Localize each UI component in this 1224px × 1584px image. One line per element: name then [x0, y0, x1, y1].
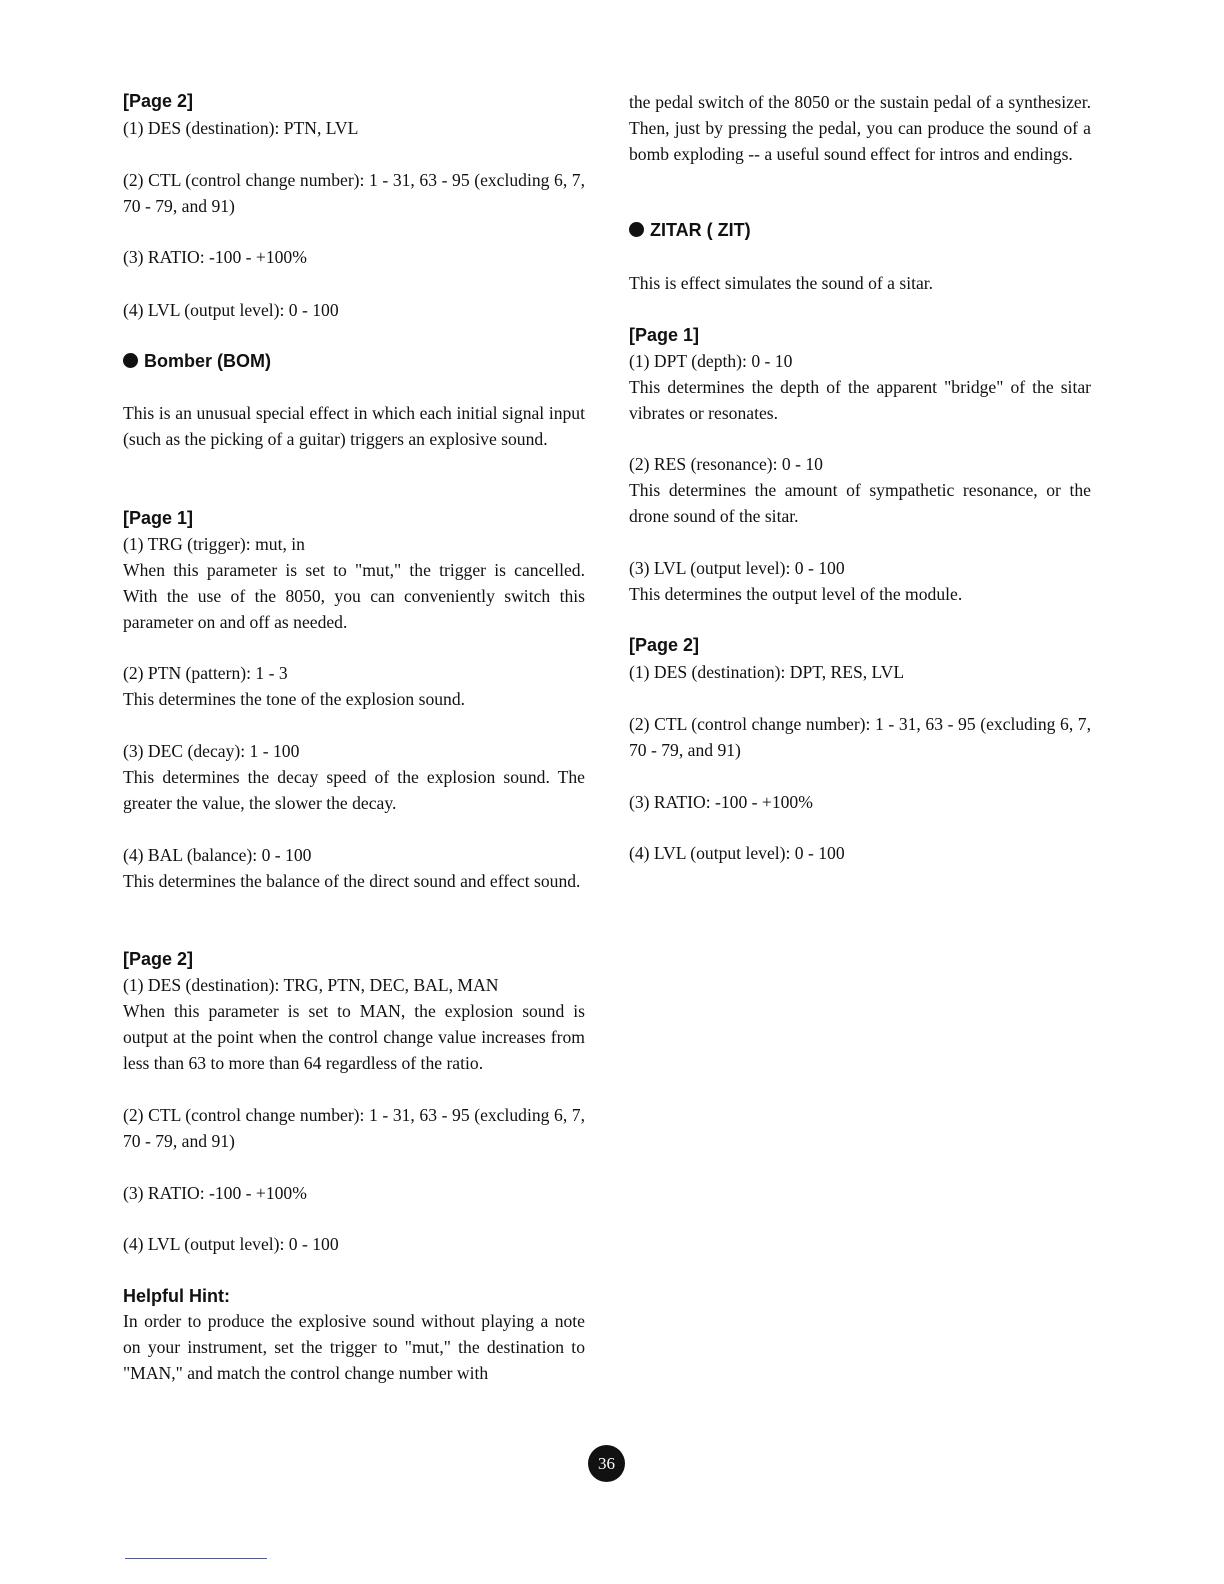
param-des-b-description: When this parameter is set to MAN, the explosion sound is output at the point when the control change value increases from less than 63 to more than 64 regardless of the ratio. [123, 1001, 585, 1073]
bomber-section-heading [123, 350, 585, 372]
param-lvl-description: This determines the output level of the module. [629, 584, 963, 604]
param-trg-description: When this parameter is set to "mut," the trigger is cancelled. With the use of the 8050, you can conveniently switch this parameter on and off as needed. [123, 560, 585, 632]
param-res: (2) RES (resonance): 0 - 10 [629, 454, 823, 474]
page2-heading: [Page 2] [629, 635, 700, 655]
param-lvl: (4) LVL (output level): 0 - 100 [123, 300, 339, 320]
param-res-description: This determines the amount of sympathetic resonance, or the drone sound of the sitar. [629, 480, 1091, 526]
zitar-intro: This is effect simulates the sound of a sitar. [629, 273, 934, 293]
bomber-heading-text: Bomber (BOM) [144, 351, 271, 371]
footer-divider [125, 1558, 267, 1559]
param-ctl-b: (2) CTL (control change number): 1 - 31, 63 - 95 (excluding 6, 7, 70 - 79, and 91) [123, 1105, 585, 1151]
param-ratio: (3) RATIO: -100 - +100% [629, 792, 813, 812]
param-lvl-b: (4) LVL (output level): 0 - 100 [123, 1234, 339, 1254]
param-dec-description: This determines the decay speed of the explosion sound. The greater the value, the slower the decay. [123, 767, 585, 813]
param-des-b: (1) DES (destination): TRG, PTN, DEC, BAL, MAN [123, 975, 499, 995]
zitar-section-heading [629, 219, 1091, 241]
param-ratio: (3) RATIO: -100 - +100% [123, 247, 307, 267]
param-trg: (1) TRG (trigger): mut, in [123, 534, 305, 554]
hint-continuation: the pedal switch of the 8050 or the sustain pedal of a synthesizer. Then, just by pressing the pedal, you can produce the sound of a bomb exploding -- a useful sound effect for intros and endings. [629, 92, 1091, 164]
param-dpt-description: This determines the depth of the apparent "bridge" of the sitar vibrates or resonates. [629, 377, 1091, 423]
param-ptn: (2) PTN (pattern): 1 - 3 [123, 663, 288, 683]
param-des: (1) DES (destination): PTN, LVL [123, 118, 359, 138]
page1-heading: [Page 1] [629, 325, 700, 345]
param-dpt: (1) DPT (depth): 0 - 10 [629, 351, 793, 371]
param-ptn-description: This determines the tone of the explosion sound. [123, 689, 466, 709]
param-bal-description: This determines the balance of the direct sound and effect sound. [123, 871, 581, 891]
bullet-icon [123, 353, 138, 368]
page2-heading: [Page 2] [123, 91, 194, 111]
param-ctl: (2) CTL (control change number): 1 - 31, 63 - 95 (excluding 6, 7, 70 - 79, and 91) [629, 714, 1091, 760]
param-des: (1) DES (destination): DPT, RES, LVL [629, 662, 905, 682]
zitar-heading-text: ZITAR ( ZIT) [650, 220, 751, 240]
bomber-intro: This is an unusual special effect in which each initial signal input (such as the picking of a guitar) triggers an explosive sound. [123, 403, 585, 449]
page-number: 36 [588, 1445, 625, 1482]
param-dec: (3) DEC (decay): 1 - 100 [123, 741, 300, 761]
page2b-heading: [Page 2] [123, 949, 194, 969]
param-lvl-2: (4) LVL (output level): 0 - 100 [629, 843, 845, 863]
helpful-hint-text: In order to produce the explosive sound without playing a note on your instrument, set the trigger to "mut," the destination to "MAN," and match the control change number with [123, 1311, 585, 1383]
param-lvl: (3) LVL (output level): 0 - 100 [629, 558, 845, 578]
page1-heading: [Page 1] [123, 508, 194, 528]
helpful-hint-heading: Helpful Hint: [123, 1286, 230, 1306]
bullet-icon [629, 222, 644, 237]
param-bal: (4) BAL (balance): 0 - 100 [123, 845, 312, 865]
param-ratio-b: (3) RATIO: -100 - +100% [123, 1183, 307, 1203]
param-ctl: (2) CTL (control change number): 1 - 31, 63 - 95 (excluding 6, 7, 70 - 79, and 91) [123, 170, 585, 216]
